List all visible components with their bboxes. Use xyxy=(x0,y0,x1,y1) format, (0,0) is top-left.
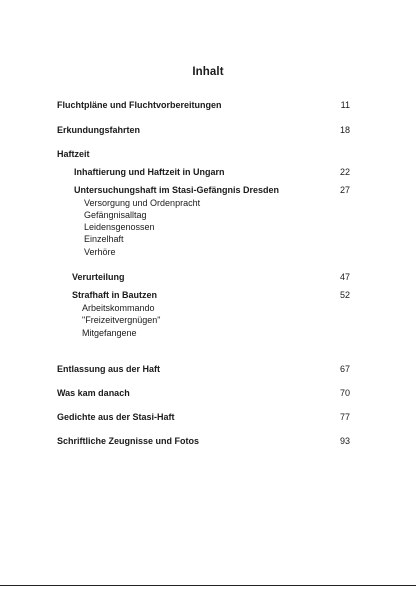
toc-subentry-label: Arbeitskommando xyxy=(82,303,155,313)
toc-subentry-label: Verhöre xyxy=(84,247,116,257)
toc-subentry xyxy=(0,326,416,340)
toc-entry-label: Entlassung aus der Haft xyxy=(57,364,161,374)
toc-entry-label: Was kam danach xyxy=(57,388,130,398)
toc-entry-label: Schriftliche Zeugnisse und Fotos xyxy=(57,436,200,446)
toc-entry-label: Untersuchungshaft im Stasi-Gefängnis Dresden xyxy=(74,185,280,195)
toc-entry-label: Erkundungsfahrten xyxy=(57,125,141,135)
page-title: Inhalt xyxy=(192,66,224,78)
toc-entry[interactable] xyxy=(0,434,416,448)
toc-entry[interactable] xyxy=(0,98,416,112)
toc-entry-page: 47 xyxy=(339,272,350,282)
toc-entry-label: Verurteilung xyxy=(72,272,125,282)
toc-entry[interactable] xyxy=(0,270,416,284)
toc-entry-page: 52 xyxy=(339,290,350,300)
toc-entry-label: Strafhaft in Bautzen xyxy=(72,290,158,300)
toc-entry[interactable] xyxy=(0,165,416,179)
toc-subentry-label: Mitgefangene xyxy=(82,328,137,338)
toc-entry[interactable] xyxy=(0,288,416,302)
toc-subentry-label: "Freizeitvergnügen" xyxy=(82,315,161,325)
toc-entry-label: Gedichte aus der Stasi-Haft xyxy=(57,412,175,422)
toc-entry-label: Inhaftierung und Haftzeit in Ungarn xyxy=(74,167,225,177)
toc-subentry xyxy=(0,313,416,327)
toc-entry[interactable] xyxy=(0,183,416,197)
toc-entry-page: 67 xyxy=(339,364,350,374)
toc-subentry-label: Leidensgenossen xyxy=(84,222,155,232)
toc-subentry xyxy=(0,232,416,246)
toc-entry-label: Haftzeit xyxy=(57,149,90,159)
toc-section-heading xyxy=(0,147,416,161)
toc-entry-page: 93 xyxy=(339,436,350,446)
toc-subentry xyxy=(0,245,416,259)
toc-subentry-label: Einzelhaft xyxy=(84,234,124,244)
toc-entry-page: 22 xyxy=(339,167,350,177)
page-bottom-rule xyxy=(0,585,416,586)
toc-entry[interactable] xyxy=(0,386,416,400)
toc-entry-page: 18 xyxy=(339,125,350,135)
toc-entry-page: 27 xyxy=(339,185,350,195)
toc-subentry-label: Versorgung und Ordenpracht xyxy=(84,198,201,208)
toc-entry-page: 77 xyxy=(339,412,350,422)
toc-subentry-label: Gefängnisalltag xyxy=(84,210,147,220)
toc-entry-label: Fluchtpläne und Fluchtvorbereitungen xyxy=(57,100,222,110)
toc-entry[interactable] xyxy=(0,123,416,137)
toc-entry-page: 70 xyxy=(339,388,350,398)
toc-entry[interactable] xyxy=(0,362,416,376)
toc-entry-page: 11 xyxy=(340,100,350,110)
toc-entry[interactable] xyxy=(0,410,416,424)
